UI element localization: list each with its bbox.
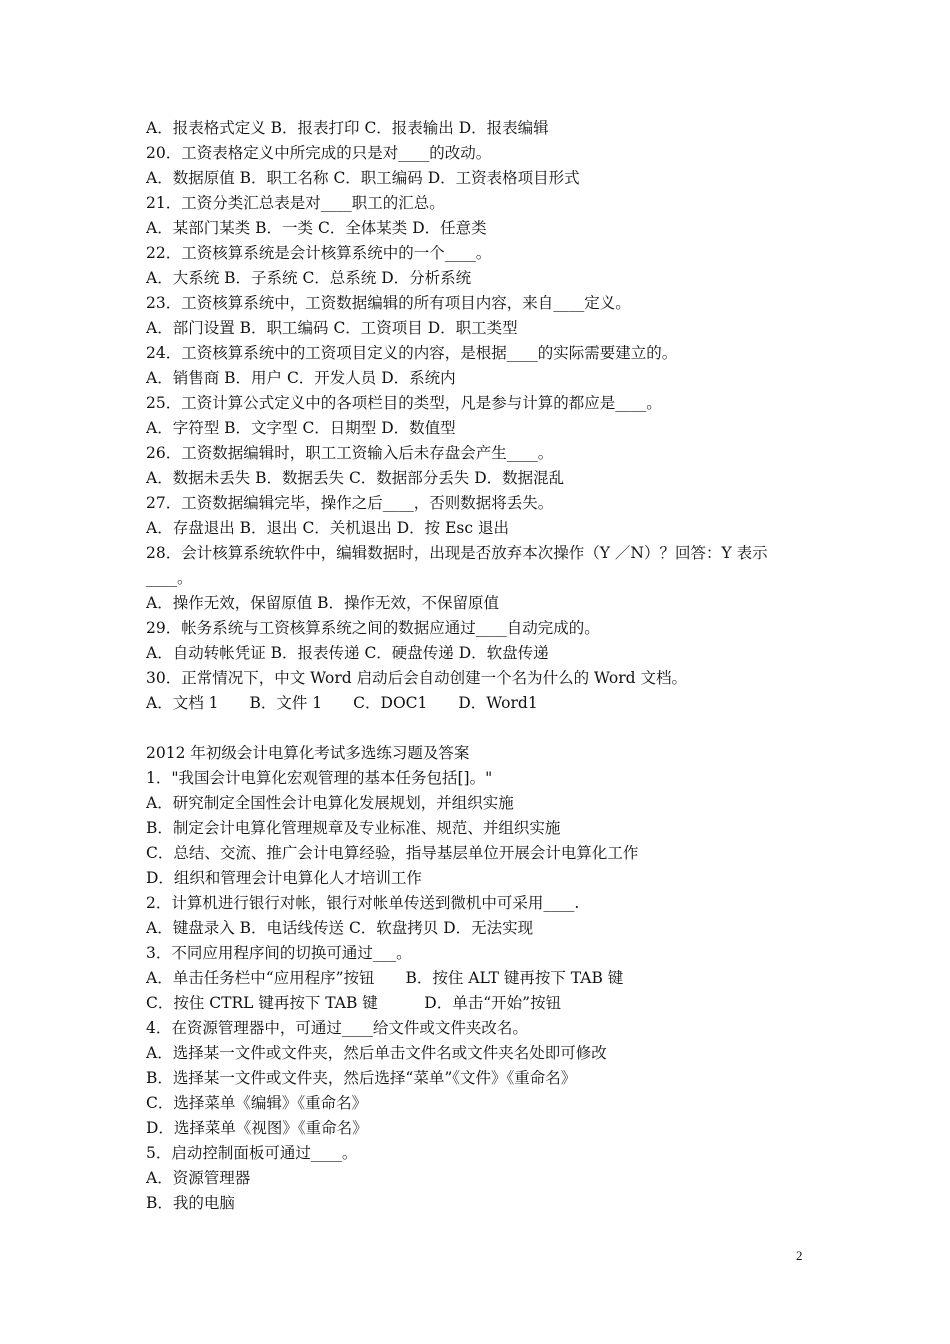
text-line: 3．不同应用程序间的切换可通过___。 <box>146 944 412 962</box>
text-line: C．选择菜单《编辑》《重命名》 <box>146 1094 368 1112</box>
text-line: 2．计算机进行银行对帐，银行对帐单传送到微机中可采用____. <box>146 894 580 912</box>
text-line: 25．工资计算公式定义中的各项栏目的类型，凡是参与计算的都应是____。 <box>146 394 662 412</box>
blank-line <box>146 716 826 741</box>
text-line: 22．工资核算系统是会计核算系统中的一个____。 <box>146 244 492 262</box>
text-line: A．研究制定全国性会计电算化发展规划，并组织实施 <box>146 794 514 812</box>
text-line: ____。 <box>146 569 193 587</box>
text-line: A．操作无效，保留原值 B．操作无效，不保留原值 <box>146 594 500 612</box>
text-line: 27．工资数据编辑完毕，操作之后____，否则数据将丢失。 <box>146 494 554 512</box>
text-line: 5．启动控制面板可通过____。 <box>146 1144 358 1162</box>
text-line: A．数据原值 B．职工名称 C．职工编码 D．工资表格项目形式 <box>146 169 580 187</box>
text-line: A．选择某一文件或文件夹，然后单击文件名或文件夹名处即可修改 <box>146 1044 607 1062</box>
text-line: 4．在资源管理器中，可通过____给文件或文件夹改名。 <box>146 1019 528 1037</box>
text-line: 1．"我国会计电算化宏观管理的基本任务包括[]。" <box>146 769 493 787</box>
text-line: A．部门设置 B．职工编码 C．工资项目 D．职工类型 <box>146 319 518 337</box>
page-number: 2 <box>796 1248 803 1263</box>
text-line: B．制定会计电算化管理规章及专业标准、规范、并组织实施 <box>146 819 561 837</box>
text-line: A．数据未丢失 B．数据丢失 C．数据部分丢失 D．数据混乱 <box>146 469 565 487</box>
text-line: 29．帐务系统与工资核算系统之间的数据应通过____自动完成的。 <box>146 619 600 637</box>
text-line: 21．工资分类汇总表是对____职工的汇总。 <box>146 194 445 212</box>
text-line: A．资源管理器 <box>146 1169 251 1187</box>
text-line: A．键盘录入 B．电话线传送 C．软盘拷贝 D．无法实现 <box>146 919 534 937</box>
text-line: B．我的电脑 <box>146 1194 235 1212</box>
text-line: A．大系统 B．子系统 C．总系统 D．分析系统 <box>146 269 472 287</box>
text-line: C．总结、交流、推广会计电算经验，指导基层单位开展会计电算化工作 <box>146 844 639 862</box>
text-line: D．组织和管理会计电算化人才培训工作 <box>146 869 422 887</box>
text-line: D．选择菜单《视图》《重命名》 <box>146 1119 368 1137</box>
text-line: 24．工资核算系统中的工资项目定义的内容，是根据____的实际需要建立的。 <box>146 344 678 362</box>
text-line: 26．工资数据编辑时，职工工资输入后未存盘会产生____。 <box>146 444 554 462</box>
text-line: A．自动转帐凭证 B．报表传递 C．硬盘传递 D．软盘传递 <box>146 644 549 662</box>
text-line: C．按住 CTRL 键再按下 TAB 键 D．单击“开始”按钮 <box>146 994 562 1012</box>
text-line: 28．会计核算系统软件中，编辑数据时，出现是否放弃本次操作（Y ／N）？回答：Y 表示 <box>146 544 768 562</box>
text-line: A．字符型 B．文字型 C．日期型 D．数值型 <box>146 419 456 437</box>
text-line: A．某部门某类 B．一类 C．全体某类 D．任意类 <box>146 219 487 237</box>
text-line: 23．工资核算系统中，工资数据编辑的所有项目内容，来自____定义。 <box>146 294 631 312</box>
text-line: 2012 年初级会计电算化考试多选练习题及答案 <box>146 744 470 762</box>
text-line: A．销售商 B．用户 C．开发人员 D．系统内 <box>146 369 456 387</box>
text-line: A．存盘退出 B．退出 C．关机退出 D．按 Esc 退出 <box>146 519 509 537</box>
text-line: 30．正常情况下，中文 Word 启动后会自动创建一个名为什么的 Word 文档。 <box>146 669 688 687</box>
text-line: A．报表格式定义 B．报表打印 C．报表输出 D．报表编辑 <box>146 119 549 137</box>
text-line: B．选择某一文件或文件夹，然后选择“菜单”《文件》《重命名》 <box>146 1069 577 1087</box>
text-line: A．单击任务栏中“应用程序”按钮 B．按住 ALT 键再按下 TAB 键 <box>146 969 624 987</box>
document-body <box>146 116 826 1216</box>
text-line: 20．工资表格定义中所完成的只是对____的改动。 <box>146 144 492 162</box>
text-line: A．文档 1 B．文件 1 C．DOC1 D．Word1 <box>146 694 538 712</box>
